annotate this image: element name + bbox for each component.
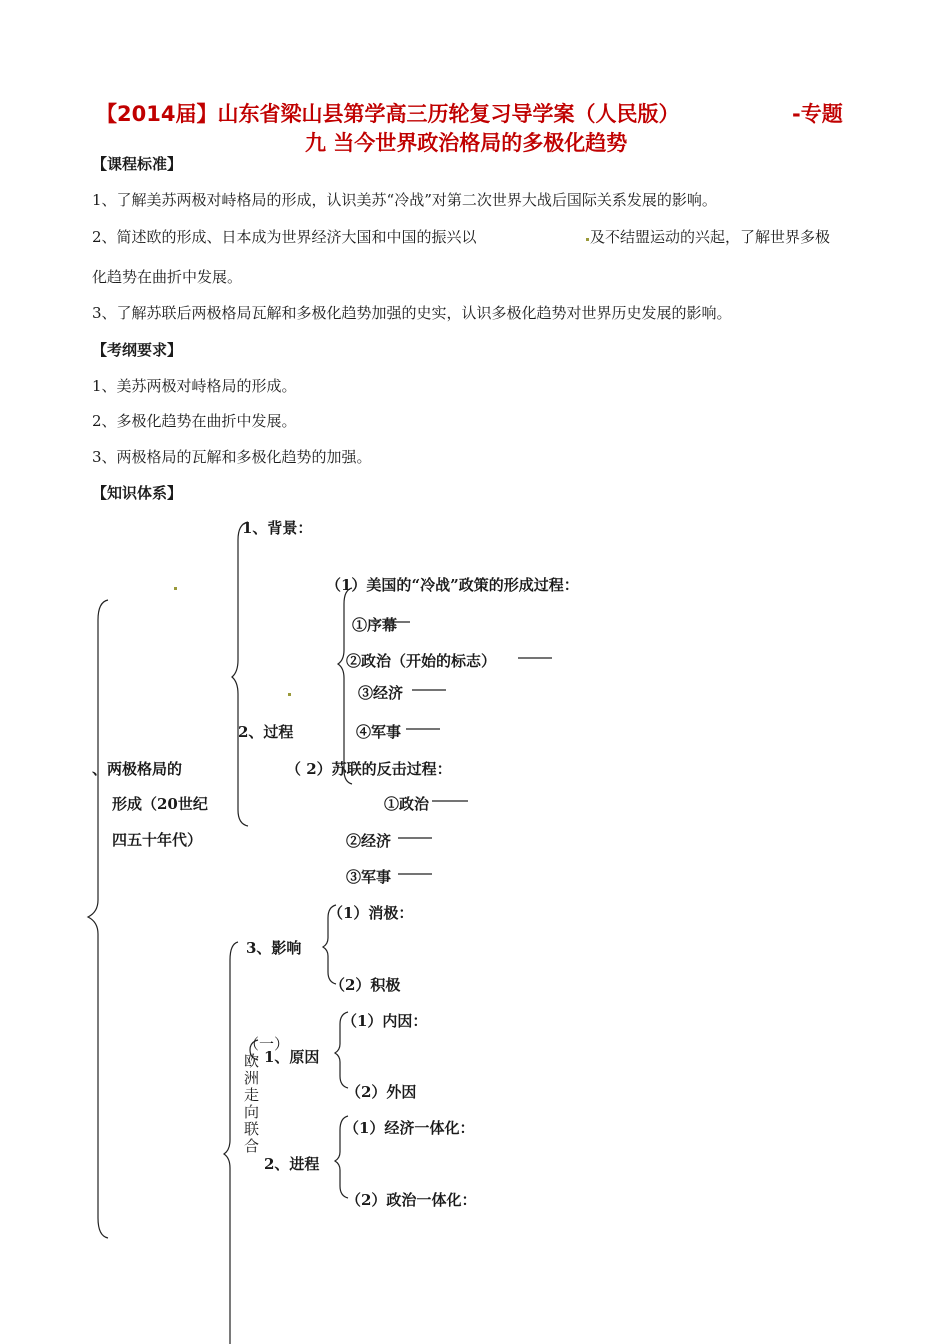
course-standard-item-2a: 2、简述欧的形成、日本成为世界经济大国和中国的振兴以 [92, 228, 477, 246]
outline-positive: （2）积极 [330, 976, 401, 994]
outline-soviet-military: ③军事 [346, 868, 392, 886]
exam-requirement-item-3: 3、两极格局的瓦解和多极化趋势的加强。 [92, 448, 372, 466]
exam-requirement-item-2: 2、多极化趋势在曲折中发展。 [92, 412, 297, 430]
outline-econ-integration: （1）经济一体化： [344, 1119, 475, 1137]
outline-europe-vertical: （一）欧洲走向联合 [244, 1035, 290, 1155]
exam-requirements-heading: 【考纲要求】 [92, 341, 183, 359]
outline-negative: （1）消极： [328, 904, 414, 922]
outline-process: 2、过程 [238, 723, 294, 741]
course-standard-item-3: 3、了解苏联后两极格局瓦解和多极化趋势加强的史实，认识多极化趋势对世界历史发展的影响。 [92, 304, 732, 322]
course-standard-heading: 【课程标准】 [92, 155, 183, 173]
outline-military: ④军事 [356, 723, 402, 741]
knowledge-system-heading: 【知识体系】 [92, 484, 183, 502]
outline-economy: ③经济 [358, 684, 404, 702]
speck-mark [586, 238, 589, 241]
outline-us-policy-title: （1）美国的“冷战”政策的形成过程： [326, 576, 579, 594]
outline-pol-integration: （2）政治一体化： [346, 1191, 477, 1209]
outline-reasons: 1、原因 [264, 1048, 320, 1066]
outline-soviet-economy: ②经济 [346, 832, 392, 850]
outline-progress: 2、进程 [264, 1155, 320, 1173]
outline-internal: （1）内因： [342, 1012, 428, 1030]
outline-root-line2: 形成（20世纪 [112, 795, 208, 813]
outline-root-line1: 、两极格局的 [92, 760, 183, 778]
outline-soviet-counter: （ 2）苏联的反击过程： [286, 760, 452, 778]
course-standard-item-2c: 化趋势在曲折中发展。 [92, 268, 243, 286]
outline-impact: 3、影响 [246, 939, 302, 957]
course-standard-item-1: 1、了解美苏两极对峙格局的形成，认识美苏“冷战”对第二次世界大战后国际关系发展的影响。 [92, 191, 717, 209]
speck-mark [288, 693, 291, 696]
outline-soviet-politics: ①政治 [384, 795, 430, 813]
document-title-line2: 九 当今世界政治格局的多极化趋势 [305, 131, 628, 155]
outline-external: （2）外因 [346, 1083, 417, 1101]
outline-prelude: ①序幕 [352, 616, 398, 634]
document-title-line1: 【2014届】山东省梁山县第学高三历轮复习导学案（人民版） [96, 102, 680, 126]
course-standard-item-2b: 及不结盟运动的兴起，了解世界多极 [590, 228, 831, 246]
speck-mark [174, 587, 177, 590]
outline-background: 1、背景： [242, 519, 313, 537]
exam-requirement-item-1: 1、美苏两极对峙格局的形成。 [92, 377, 297, 395]
document-title-suffix: -专题 [792, 102, 843, 126]
outline-politics-start: ②政治（开始的标志） [346, 652, 497, 670]
outline-root-line3: 四五十年代） [112, 831, 203, 849]
